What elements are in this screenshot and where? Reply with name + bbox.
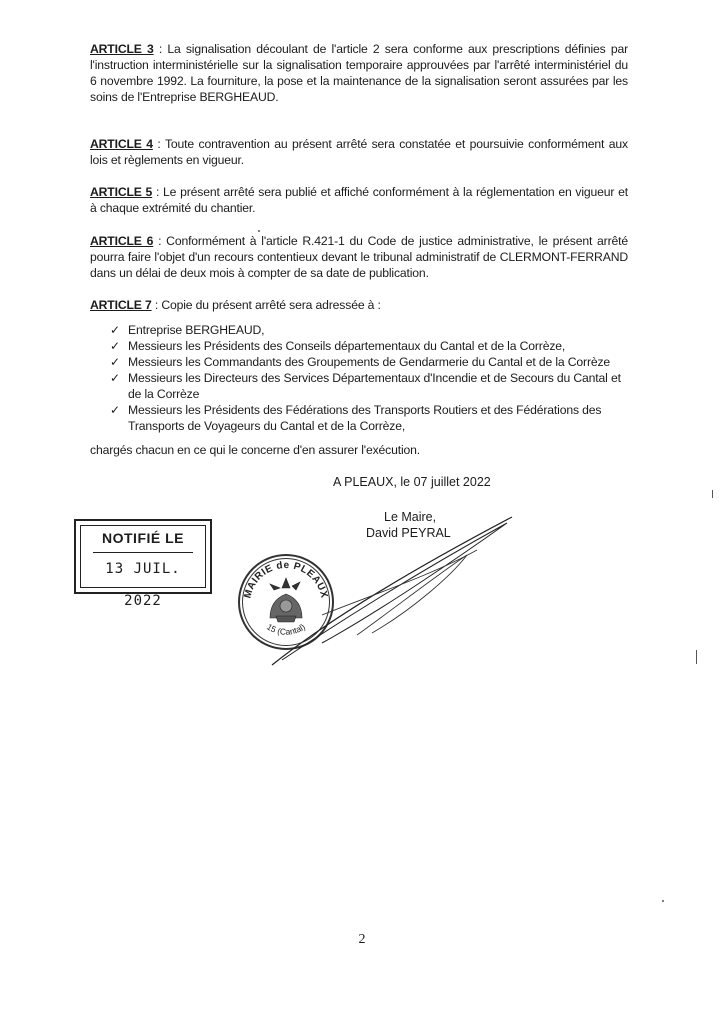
article-6-label: ARTICLE 6 <box>90 234 154 248</box>
recipient-list <box>110 322 630 434</box>
notification-stamp <box>74 519 212 609</box>
scan-speck <box>712 490 713 498</box>
scan-speck <box>696 650 697 664</box>
article-4-label: ARTICLE 4 <box>90 137 153 151</box>
check-icon: ✓ <box>110 339 120 353</box>
signer-title: Le Maire, <box>384 510 437 524</box>
article-5-text: : Le présent arrêté sera publié et affiché conformément à la réglementation en vigueur et à chaque extrémité du chantier. <box>90 185 629 215</box>
place-date: A PLEAUX, le 07 juillet 2022 <box>333 475 491 489</box>
article-4-text: : Toute contravention au présent arrêté sera constatée et poursuivie conformément aux lois et règlements en vigueur. <box>90 137 628 167</box>
article-3-text: : La signalisation découlant de l'article 2 sera conforme aux prescriptions définies par l'instruction interministérielle sur la signalisation temporaire approuvées par l'arrêté interministériel du 6 novembre 1992. La fourniture, la pose et la maintenance de la signalisation seront assurées par les soins de l'Entreprise BERGHEAUD. <box>90 42 629 104</box>
check-icon: ✓ <box>110 403 120 417</box>
mayor-signature <box>262 515 522 675</box>
recipient-text: Entreprise BERGHEAUD, <box>128 323 265 337</box>
scan-speck <box>258 230 260 232</box>
closing-statement: chargés chacun en ce qui le concerne d'en assurer l'exécution. <box>90 443 421 457</box>
article-6-text: : Conformément à l'article R.421-1 du Code de justice administrative, le présent arrêté pourra faire l'objet d'un recours contentieux devant le tribunal administratif de CLERMONT-FERRAND dans un délai de deux mois à compter de sa date de publication. <box>90 234 628 280</box>
signature-stroke <box>282 523 507 660</box>
seal-bottom-text: 15 (Cantal) <box>265 621 307 637</box>
page-number: 2 <box>358 932 366 947</box>
check-icon: ✓ <box>110 371 120 385</box>
recipient-text: Messieurs les Présidents des Fédérations des Transports Routiers et des Fédérations des Transports de Voyageurs du Cantal et de la Corrèze, <box>128 403 602 433</box>
stamp-title: NOTIFIÉ LE <box>102 530 184 546</box>
list-item <box>110 370 630 402</box>
article-4 <box>90 136 628 168</box>
stamp-date: 13 JUIL. 2022 <box>93 552 193 583</box>
recipient-text: Messieurs les Commandants des Groupements de Gendarmerie du Cantal et de la Corrèze <box>128 355 611 369</box>
list-item <box>110 354 630 370</box>
check-icon: ✓ <box>110 355 120 369</box>
list-item <box>110 402 630 434</box>
seal-top-text: MAIRIE de PLEAUX <box>242 559 330 600</box>
article-5-label: ARTICLE 5 <box>90 185 153 199</box>
article-5 <box>90 184 628 216</box>
article-3 <box>90 41 628 105</box>
check-icon: ✓ <box>110 323 120 337</box>
article-3-label: ARTICLE 3 <box>90 42 154 56</box>
recipient-text: Messieurs les Directeurs des Services Départementaux d'Incendie et de Secours du Cantal et de la Corrèze <box>128 371 621 401</box>
article-7 <box>90 297 628 313</box>
list-item <box>110 338 630 354</box>
list-item <box>110 322 630 338</box>
scan-speck <box>662 900 664 902</box>
article-6 <box>90 233 628 281</box>
recipient-text: Messieurs les Présidents des Conseils départementaux du Cantal et de la Corrèze, <box>128 339 566 353</box>
article-7-text: : Copie du présent arrêté sera adressée à : <box>151 298 381 312</box>
signer-name: David PEYRAL <box>366 526 451 540</box>
article-7-label: ARTICLE 7 <box>90 298 152 312</box>
stamp-inner-frame <box>80 525 206 609</box>
